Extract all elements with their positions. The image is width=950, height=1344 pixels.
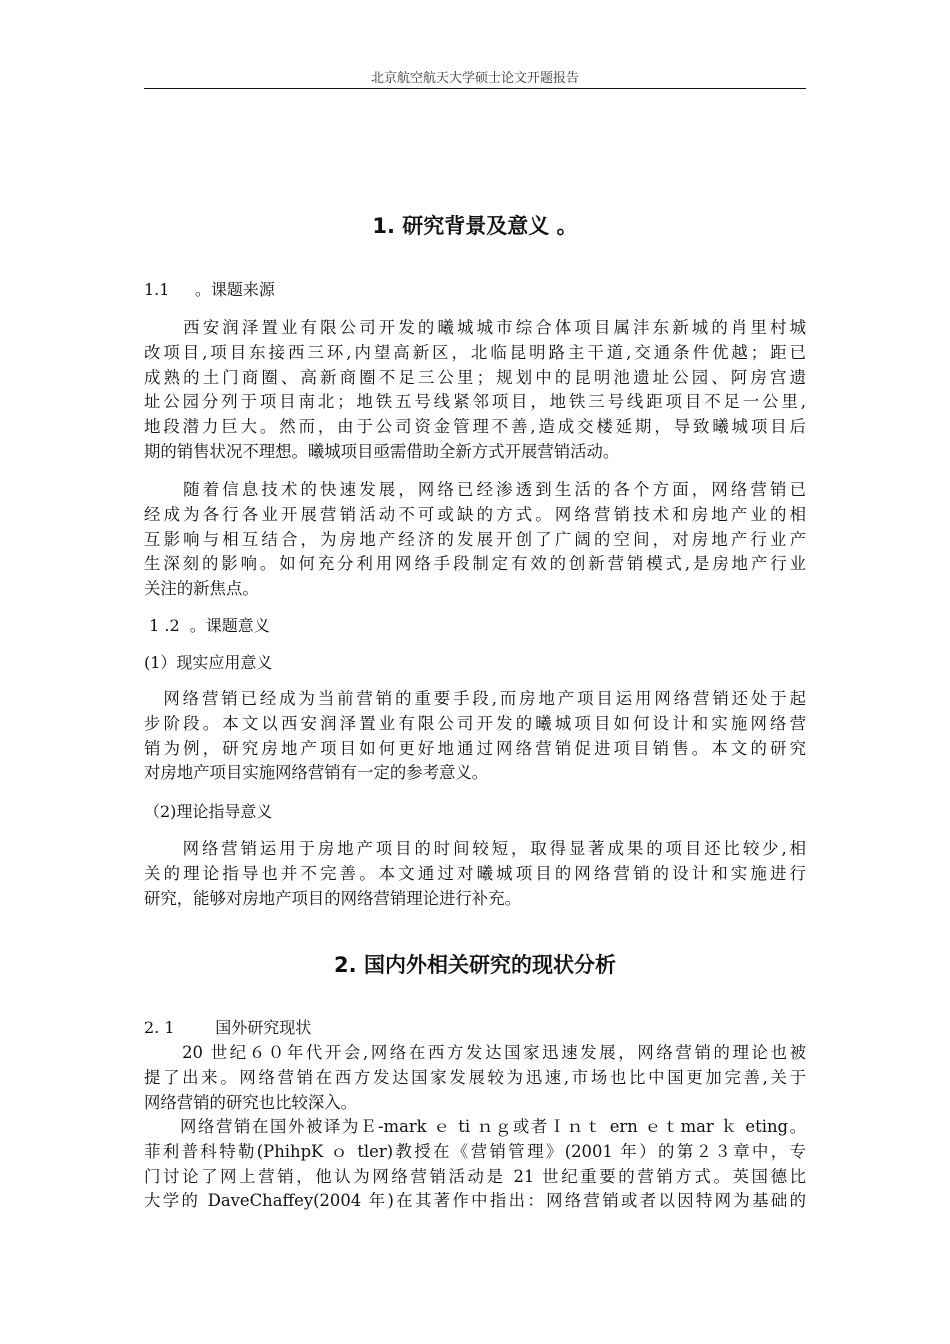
text-line: 改项目,项目东接西三环,内望高新区，北临昆明路主干道,交通条件优越；距已 (144, 342, 806, 362)
text-line: 销为例，研究房地产项目如何更好地通过网络营销促进项目销售。本文的研究 (144, 738, 806, 758)
chapter-title-2: 2. 国内外相关研究的现状分析 (334, 953, 616, 977)
text-line: 生深刻的影响。如何充分利用网络手段制定有效的创新营销模式,是房地产行业 (144, 554, 806, 574)
text-line: 期的销售状况不理想。曦城项目亟需借助全新方式开展营销活动。 (144, 441, 620, 461)
text-line: 址公园分列于项目南北；地铁五号线紧邻项目，地铁三号线距项目不足一公里, (144, 392, 806, 412)
paragraph-2-1-b (144, 1115, 806, 1214)
running-header: 北京航空航天大学硕士论文开题报告 (370, 71, 579, 86)
text-line: 对房地产项目实施网络营销有一定的参考意义。 (144, 763, 489, 783)
text-line: 关的理论指导也并不完善。本文通过对曦城项目的网络营销的设计和实施进行 (144, 863, 806, 883)
text-line: 互影响与相互结合，为房地产经济的发展开创了广阔的空间，对房地产行业产 (144, 529, 806, 549)
text-line: 20 世纪６０年代开会,网络在西方发达国家迅速发展，网络营销的理论也被 (144, 1043, 806, 1062)
text-line: 网络营销在国外被译为Ｅ-mark ｅ ti ｎｇ或者Ｉｎｔ ern ｅｔmar ｋ eting。 (144, 1117, 806, 1136)
text-line: 研究，能够对房地产项目的网络营销理论进行补充。 (144, 888, 521, 908)
paragraph-practical (144, 687, 806, 786)
text-line: 菲利普科特勒(PhihpK ｏ tler)教授在《营销管理》(2001 年）的第２３章中，专 (144, 1141, 806, 1161)
chapter-title-1: 1. 研究背景及意义 。 (372, 214, 578, 238)
item-heading-theory: （2)理论指导意义 (144, 802, 273, 821)
paragraph-1-1-b (144, 478, 806, 602)
section-heading-1-1: 1.1 。课题来源 (144, 280, 275, 299)
item-heading-practical: (1）现实应用意义 (144, 653, 273, 672)
text-line: 随着信息技术的快速发展，网络已经渗透到生活的各个方面，网络营销已 (144, 480, 806, 499)
section-heading-1-2: 1 .2 。课题意义 (144, 616, 270, 635)
text-line: 步阶段。本文以西安润泽置业有限公司开发的曦城项目如何设计和实施网络营 (144, 713, 806, 733)
text-line: 地段潜力巨大。然而，由于公司资金管理不善,造成交楼延期，导致曦城项目后 (144, 417, 806, 437)
text-line: 成熟的土门商圈、高新商圈不足三公里；规划中的昆明池遗址公园、阿房宫遗 (144, 367, 806, 387)
text-line: 经成为各行各业开展营销活动不可或缺的方式。网络营销技术和房地产业的相 (144, 504, 806, 524)
paragraph-1-1-a (144, 316, 806, 465)
text-line: 门讨论了网上营销，他认为网络营销活动是 21 世纪重要的营销方式。英国德比 (144, 1166, 806, 1186)
header-rule (144, 88, 806, 89)
text-line: 关注的新焦点。 (144, 579, 259, 599)
paragraph-2-1-a (144, 1041, 806, 1115)
text-line: 网络营销运用于房地产项目的时间较短，取得显著成果的项目还比较少,相 (144, 839, 806, 858)
text-line: 网络营销已经成为当前营销的重要手段,而房地产项目运用网络营销还处于起 (144, 689, 806, 708)
paragraph-theory (144, 837, 806, 911)
text-line: 提了出来。网络营销在西方发达国家发展较为迅速,市场也比中国更加完善,关于 (144, 1067, 806, 1087)
text-line: 大学的 DaveChaffey(2004 年)在其著作中指出：网络营销或者以因特网为基础的 (144, 1191, 806, 1211)
section-heading-2-1: 2. 1 国外研究现状 (144, 1018, 312, 1037)
text-line: 西安润泽置业有限公司开发的曦城城市综合体项目属沣东新城的肖里村城 (144, 318, 806, 337)
text-line: 网络营销的研究也比较深入。 (144, 1092, 358, 1112)
